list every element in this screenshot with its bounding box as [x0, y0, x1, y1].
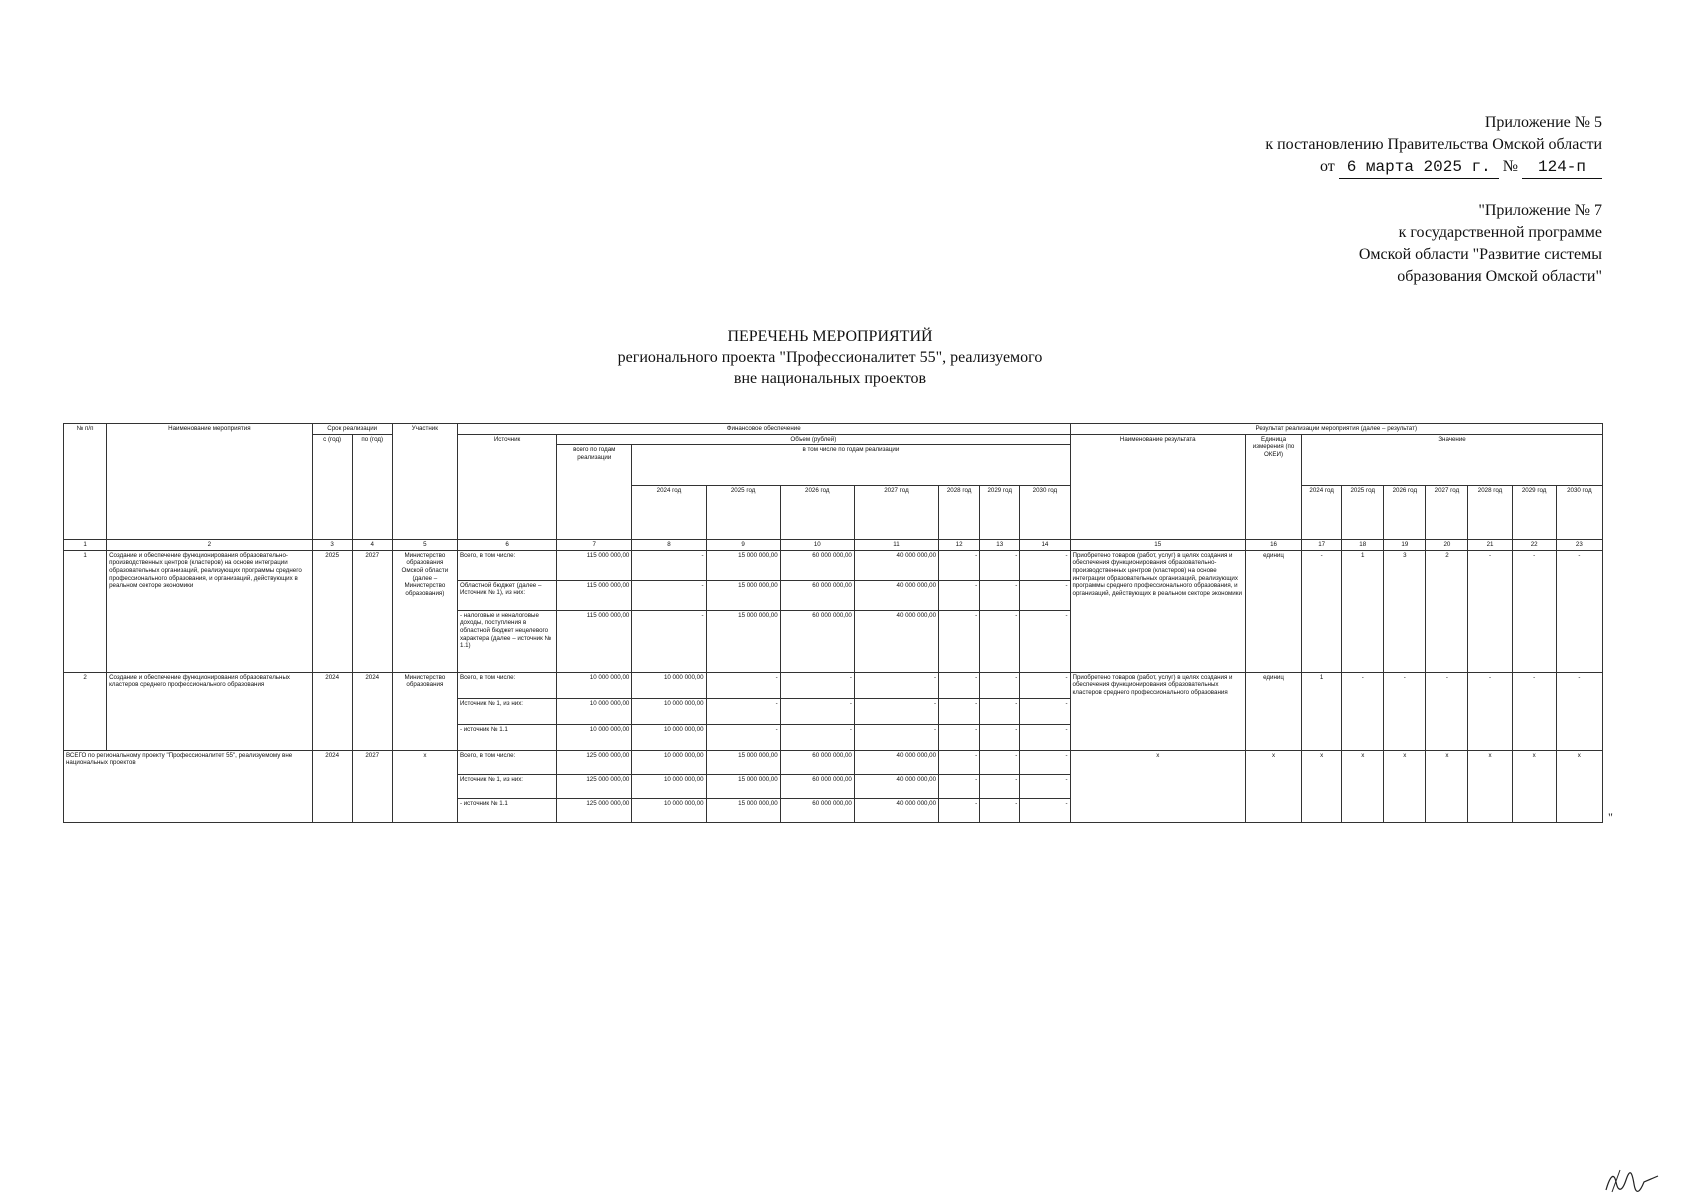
amount-cell: - [939, 698, 980, 724]
source-name: Всего, в том числе: [457, 750, 556, 774]
measure-name: Создание и обеспечение функционирования образовательных кластеров среднего профессионального образования [107, 672, 313, 750]
amount-cell: 115 000 000,00 [557, 580, 632, 610]
year-header: 2030 год [1020, 486, 1070, 540]
amount-cell: - [1020, 750, 1070, 774]
amount-cell: 60 000 000,00 [780, 774, 854, 798]
table-row [64, 672, 1603, 698]
amount-cell: - [632, 580, 706, 610]
result-value: х [1426, 750, 1468, 822]
amount-cell: - [706, 724, 780, 750]
amount-cell: 15 000 000,00 [706, 580, 780, 610]
result-value: - [1556, 672, 1602, 750]
year-header: 2028 год [939, 486, 980, 540]
col-header-participant: Участник [392, 424, 457, 540]
participant: х [392, 750, 457, 822]
result-value: 2 [1426, 550, 1468, 672]
amount-cell: - [980, 698, 1020, 724]
participant: Министерство образования Омской области (далее – Министерство образования) [392, 550, 457, 672]
amount-cell: 40 000 000,00 [854, 580, 938, 610]
column-number: 11 [854, 540, 938, 551]
source-name: Всего, в том числе: [457, 672, 556, 698]
amount-cell: - [1020, 798, 1070, 822]
result-value: х [1468, 750, 1512, 822]
value-year-header: 2026 год [1384, 486, 1426, 540]
amount-cell: - [980, 750, 1020, 774]
year-header: 2027 год [854, 486, 938, 540]
value-year-header: 2024 год [1302, 486, 1342, 540]
participant: Министерство образования [392, 672, 457, 750]
amount-cell: - [980, 672, 1020, 698]
year-from: 2025 [312, 550, 352, 672]
col-header-total: всего по годам реализации [557, 445, 632, 540]
amount-cell: - [939, 774, 980, 798]
col-header-volume: Объем (рублей) [557, 434, 1070, 445]
amount-cell: 40 000 000,00 [854, 774, 938, 798]
result-value: 3 [1384, 550, 1426, 672]
year-header: 2024 год [632, 486, 706, 540]
column-number: 14 [1020, 540, 1070, 551]
amount-cell: - [706, 698, 780, 724]
result-value: х [1302, 750, 1342, 822]
amount-cell: - [980, 724, 1020, 750]
amount-cell: - [939, 672, 980, 698]
decree-date: 6 марта 2025 г. [1339, 156, 1499, 179]
document-title: ПЕРЕЧЕНЬ МЕРОПРИЯТИЙ регионального проекта "Профессионалитет 55", реализуемого вне национальных проектов [617, 328, 1043, 387]
year-to: 2027 [352, 550, 392, 672]
amount-cell: - [939, 750, 980, 774]
amount-cell: 125 000 000,00 [557, 750, 632, 774]
result-value: - [1302, 550, 1342, 672]
amount-cell: - [854, 672, 938, 698]
column-number: 9 [706, 540, 780, 551]
amount-cell: 60 000 000,00 [780, 580, 854, 610]
result-value: х [1342, 750, 1384, 822]
column-number: 6 [457, 540, 556, 551]
amount-cell: - [980, 580, 1020, 610]
amount-cell: 10 000 000,00 [632, 798, 706, 822]
result-value: - [1512, 672, 1556, 750]
amount-cell: - [1020, 724, 1070, 750]
amount-cell: - [939, 724, 980, 750]
year-from: 2024 [312, 672, 352, 750]
amount-cell: 10 000 000,00 [632, 750, 706, 774]
amount-cell: 15 000 000,00 [706, 750, 780, 774]
col-header-unit: Единица измерения (по ОКЕИ) [1245, 434, 1301, 540]
column-number: 10 [780, 540, 854, 551]
column-numbers-row [64, 540, 1603, 551]
amount-cell: - [939, 550, 980, 580]
source-name: Областной бюджет (далее – Источник № 1), из них: [457, 580, 556, 610]
col-header-term: Срок реализации [312, 424, 392, 435]
result-unit: единиц [1245, 672, 1301, 750]
amount-cell: - [780, 672, 854, 698]
result-value: 1 [1302, 672, 1342, 750]
column-number: 15 [1070, 540, 1245, 551]
source-name: Источник № 1, из них: [457, 698, 556, 724]
amount-cell: 60 000 000,00 [780, 610, 854, 672]
column-number: 21 [1468, 540, 1512, 551]
amount-cell: 40 000 000,00 [854, 798, 938, 822]
amount-cell: 10 000 000,00 [632, 774, 706, 798]
col-header-name: Наименование мероприятия [107, 424, 313, 540]
source-name: - источник № 1.1 [457, 724, 556, 750]
year-to: 2024 [352, 672, 392, 750]
result-unit: единиц [1245, 550, 1301, 672]
amount-cell: 125 000 000,00 [557, 798, 632, 822]
column-number: 12 [939, 540, 980, 551]
amount-cell: 60 000 000,00 [780, 798, 854, 822]
column-number: 17 [1302, 540, 1342, 551]
amount-cell: 10 000 000,00 [632, 724, 706, 750]
source-name: Источник № 1, из них: [457, 774, 556, 798]
amount-cell: - [854, 724, 938, 750]
column-number: 20 [1426, 540, 1468, 551]
amount-cell: 10 000 000,00 [632, 672, 706, 698]
amount-cell: 40 000 000,00 [854, 750, 938, 774]
column-number: 19 [1384, 540, 1426, 551]
amount-cell: - [780, 698, 854, 724]
result-value: - [1556, 550, 1602, 672]
amount-cell: 115 000 000,00 [557, 550, 632, 580]
year-to: 2027 [352, 750, 392, 822]
amount-cell: 10 000 000,00 [557, 672, 632, 698]
amount-cell: 10 000 000,00 [557, 724, 632, 750]
result-name: Приобретено товаров (работ, услуг) в целях создания и обеспечения функционирования образовательных кластеров среднего профессионального образования [1070, 672, 1245, 750]
amount-cell: - [854, 698, 938, 724]
col-header-no: № п/п [64, 424, 107, 540]
value-year-header: 2029 год [1512, 486, 1556, 540]
amount-cell: - [1020, 774, 1070, 798]
column-number: 22 [1512, 540, 1556, 551]
result-value: - [1342, 672, 1384, 750]
table-row [64, 550, 1603, 580]
amount-cell: - [1020, 698, 1070, 724]
amount-cell: - [632, 550, 706, 580]
amount-cell: - [632, 610, 706, 672]
year-header: 2025 год [706, 486, 780, 540]
amount-cell: - [939, 580, 980, 610]
column-number: 13 [980, 540, 1020, 551]
col-header-result: Результат реализации мероприятия (далее – результат) [1070, 424, 1602, 435]
year-header: 2029 год [980, 486, 1020, 540]
column-number: 3 [312, 540, 352, 551]
amount-cell: - [1020, 610, 1070, 672]
amount-cell: - [939, 610, 980, 672]
total-label: ВСЕГО по региональному проекту "Профессионалитет 55", реализуемому вне национальных проектов [64, 750, 313, 822]
column-number: 23 [1556, 540, 1602, 551]
amount-cell: - [780, 724, 854, 750]
result-value: - [1512, 550, 1556, 672]
source-name: Всего, в том числе: [457, 550, 556, 580]
col-header-source: Источник [457, 434, 556, 540]
amount-cell: - [980, 798, 1020, 822]
year-header: 2026 год [780, 486, 854, 540]
value-year-header: 2025 год [1342, 486, 1384, 540]
row-number: 2 [64, 672, 107, 750]
amount-cell: 10 000 000,00 [632, 698, 706, 724]
column-number: 16 [1245, 540, 1301, 551]
col-header-from: с (год) [312, 434, 352, 540]
column-number: 1 [64, 540, 107, 551]
col-header-to: по (год) [352, 434, 392, 540]
amount-cell: 15 000 000,00 [706, 774, 780, 798]
amount-cell: - [980, 550, 1020, 580]
decree-reference: к постановлению Правительства Омской области [1265, 136, 1602, 153]
amount-cell: - [1020, 550, 1070, 580]
amount-cell: - [980, 774, 1020, 798]
amount-cell: 40 000 000,00 [854, 550, 938, 580]
amount-cell: - [706, 672, 780, 698]
closing-quote: " [1608, 810, 1613, 824]
program-reference: "Приложение № 7 к государственной программе Омской области "Развитие системы образования Омской области" [1358, 202, 1602, 285]
column-number: 5 [392, 540, 457, 551]
amount-cell: - [980, 610, 1020, 672]
amount-cell: 15 000 000,00 [706, 798, 780, 822]
column-number: 4 [352, 540, 392, 551]
value-year-header: 2030 год [1556, 486, 1602, 540]
amount-cell: - [939, 798, 980, 822]
measures-table [63, 423, 1603, 823]
decree-number: 124-п [1522, 156, 1602, 179]
result-name: х [1070, 750, 1245, 822]
signature-mark [1600, 1162, 1670, 1198]
amount-cell: 115 000 000,00 [557, 610, 632, 672]
amount-cell: 10 000 000,00 [557, 698, 632, 724]
col-header-value: Значение [1302, 434, 1603, 486]
header-row-1 [64, 424, 1603, 435]
result-name: Приобретено товаров (работ, услуг) в целях создания и обеспечения функционирования образовательно-производственных центров (кластеров) на основе интеграции образовательных организаций, реализующих программы среднего профессионального образования, и организаций, действующих в реальном секторе экономики [1070, 550, 1245, 672]
measure-name: Создание и обеспечение функционирования образовательно-производственных центров (кластеров) на основе интеграции образовательных организаций, реализующих программы среднего профессионального образования, и организаций, действующих в реальном секторе экономики [107, 550, 313, 672]
amount-cell: - [1020, 580, 1070, 610]
row-number: 1 [64, 550, 107, 672]
decree-date-line: от 6 марта 2025 г. № 124-п [1265, 156, 1602, 179]
column-number: 8 [632, 540, 706, 551]
appendix-header [1265, 112, 1602, 179]
result-value: - [1468, 550, 1512, 672]
appendix-number: Приложение № 5 [1484, 114, 1602, 131]
result-value: 1 [1342, 550, 1384, 672]
result-value: х [1556, 750, 1602, 822]
result-value: - [1426, 672, 1468, 750]
column-number: 18 [1342, 540, 1384, 551]
result-value: - [1468, 672, 1512, 750]
value-year-header: 2028 год [1468, 486, 1512, 540]
year-from: 2024 [312, 750, 352, 822]
total-row [64, 750, 1603, 774]
col-header-finance: Финансовое обеспечение [457, 424, 1070, 435]
amount-cell: - [1020, 672, 1070, 698]
col-header-incl: в том числе по годам реализации [632, 445, 1070, 486]
col-header-result-name: Наименование результата [1070, 434, 1245, 540]
result-value: х [1384, 750, 1426, 822]
amount-cell: 125 000 000,00 [557, 774, 632, 798]
source-name: - источник № 1.1 [457, 798, 556, 822]
amount-cell: 15 000 000,00 [706, 610, 780, 672]
amount-cell: 15 000 000,00 [706, 550, 780, 580]
source-name: - налоговые и неналоговые доходы, поступления в областной бюджет нецелевого характера (далее – источник № 1.1) [457, 610, 556, 672]
amount-cell: 60 000 000,00 [780, 750, 854, 774]
result-value: - [1384, 672, 1426, 750]
column-number: 7 [557, 540, 632, 551]
amount-cell: 60 000 000,00 [780, 550, 854, 580]
column-number: 2 [107, 540, 313, 551]
amount-cell: 40 000 000,00 [854, 610, 938, 672]
result-unit: х [1245, 750, 1301, 822]
value-year-header: 2027 год [1426, 486, 1468, 540]
result-value: х [1512, 750, 1556, 822]
